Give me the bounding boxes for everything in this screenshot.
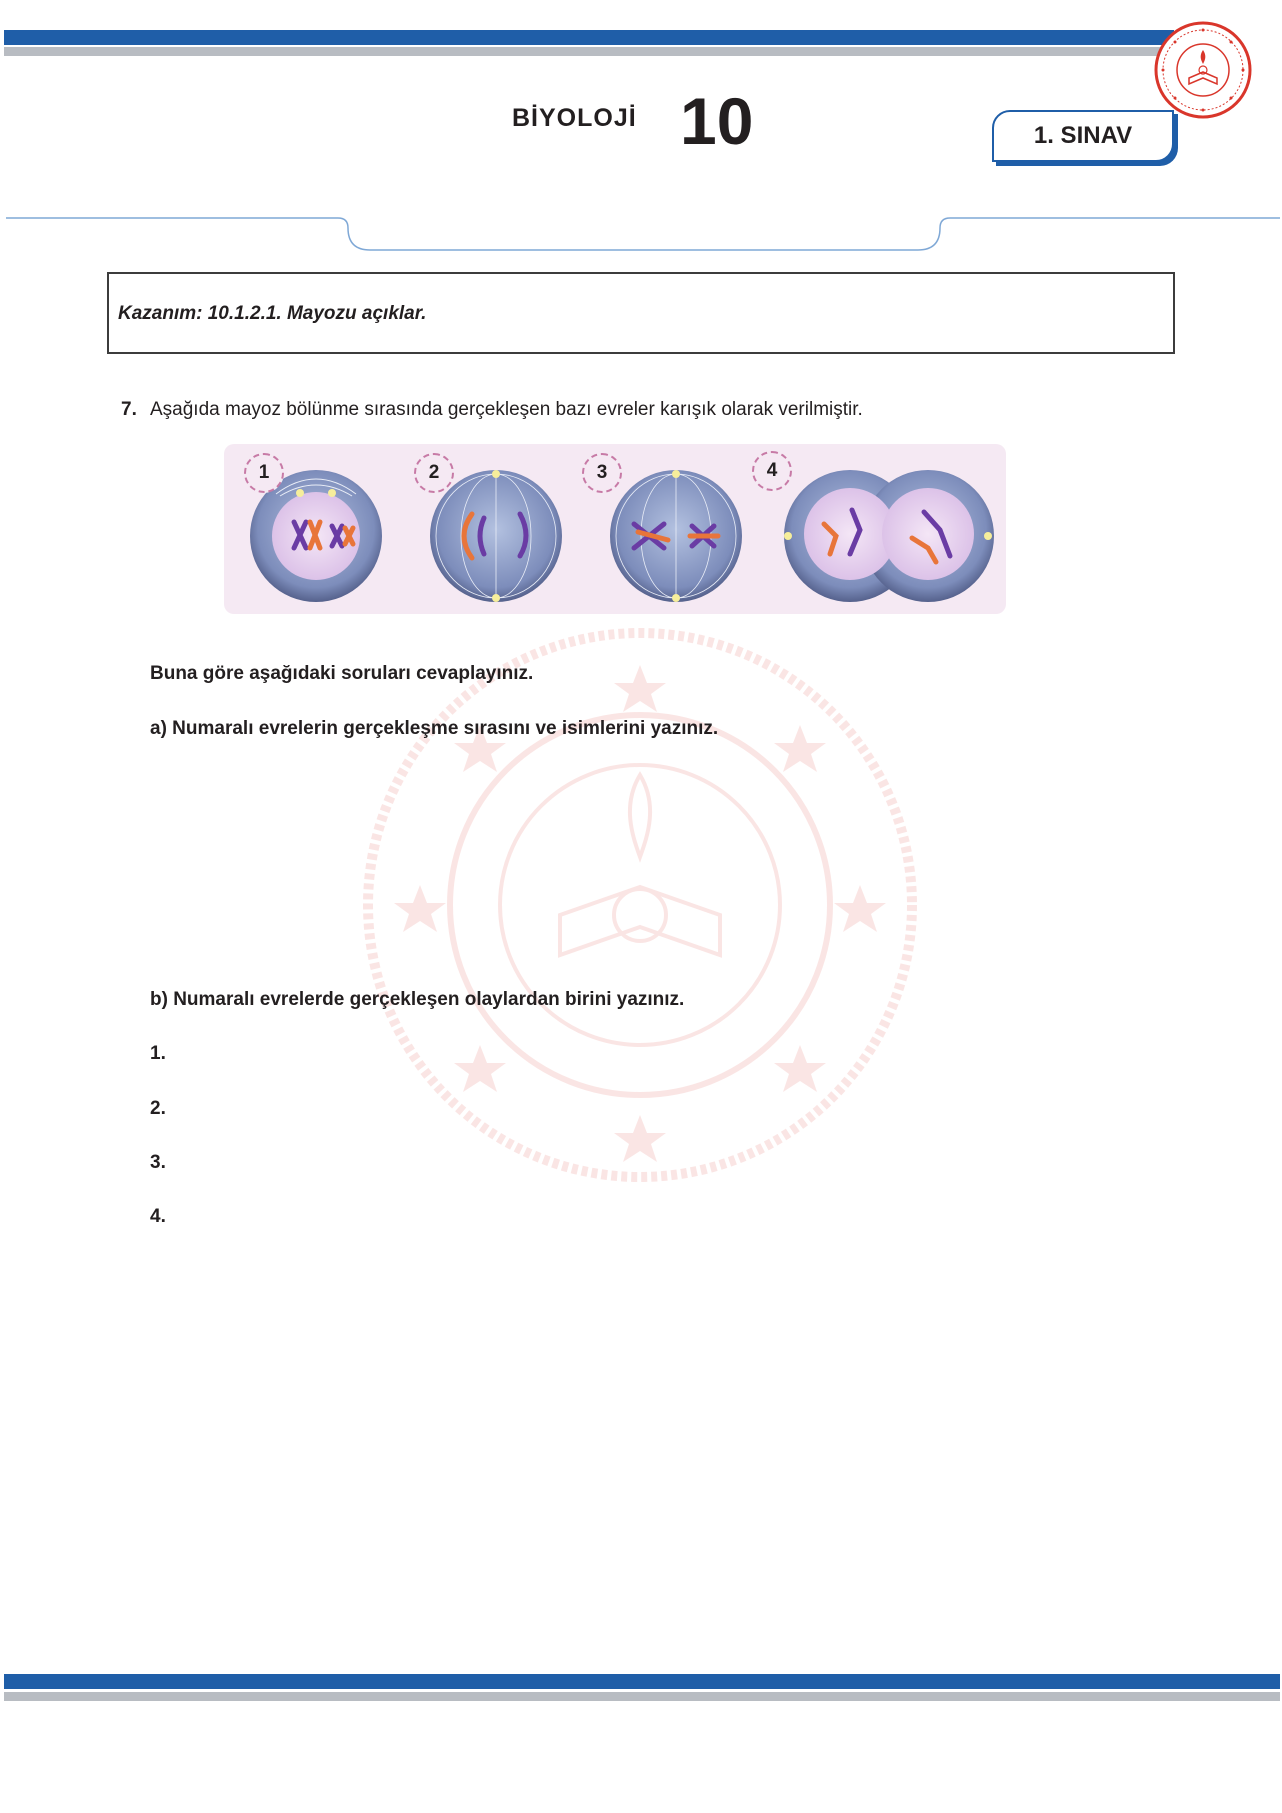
bottom-grey-bar (4, 1692, 1280, 1701)
subject-title: BİYOLOJİ (512, 104, 637, 132)
kazanim-box (107, 272, 1175, 354)
top-grey-bar (4, 47, 1164, 56)
stage-label-4: 4 (752, 451, 792, 491)
header-divider (0, 212, 1282, 256)
answer-line-2: 2. (150, 1098, 166, 1119)
stage-label-2: 2 (414, 453, 454, 493)
answer-line-4: 4. (150, 1206, 166, 1227)
answer-line-1: 1. (150, 1043, 166, 1064)
stage-3-cell (610, 470, 742, 602)
watermark-seal (360, 625, 920, 1185)
top-blue-bar (4, 30, 1174, 45)
instruction-text: Buna göre aşağıdaki soruları cevaplayınız. (150, 663, 534, 684)
answer-line-3: 3. (150, 1152, 166, 1173)
question-number: 7. (121, 399, 137, 420)
grade-number: 10 (680, 84, 754, 158)
question-stem: Aşağıda mayoz bölünme sırasında gerçekleşen bazı evreler karışık olarak verilmiştir. (150, 399, 863, 420)
stage-label-1: 1 (244, 453, 284, 493)
stage-4-cells (784, 470, 994, 602)
stage-2-cell (430, 470, 562, 602)
part-b-text: b) Numaralı evrelerde gerçekleşen olaylardan birini yazınız. (150, 989, 685, 1010)
part-a-text: a) Numaralı evrelerin gerçekleşme sırasını ve isimlerini yazınız. (150, 718, 719, 739)
exam-label-tab (992, 110, 1174, 162)
stage-label-3: 3 (582, 453, 622, 493)
exam-label: 1. SINAV (1033, 122, 1133, 149)
ministry-seal-logo (1153, 20, 1253, 120)
meiosis-stages-figure (224, 444, 1006, 614)
kazanim-text: Kazanım: 10.1.2.1. Mayozu açıklar. (118, 303, 427, 324)
bottom-blue-bar (4, 1674, 1280, 1689)
